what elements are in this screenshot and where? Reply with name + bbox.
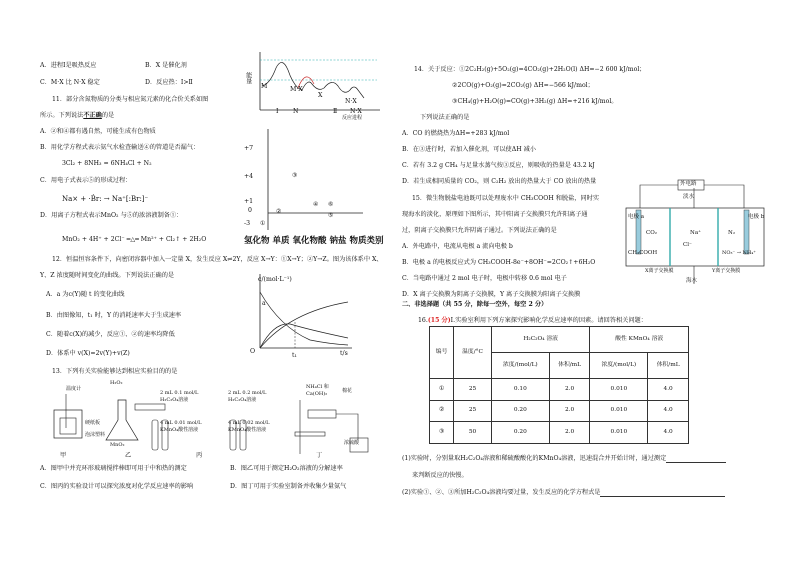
- q15-stem-2: 现海水的淡化，原理如下图所示，其中阳离子交换膜只允许阳离子通: [402, 211, 588, 218]
- table-row: [430, 379, 689, 401]
- cell: 0.010: [590, 422, 648, 444]
- q13-option-b: B．图乙可用于测定H₂O₂溶液的分解速率: [230, 465, 343, 472]
- bing-tube-2b: H₂C₂O₄溶液: [228, 397, 257, 403]
- cell-x-membrane: X离子交换膜: [645, 268, 674, 274]
- cell: 0.10: [491, 379, 549, 401]
- jia-thermometer: 温度计: [66, 386, 82, 392]
- q14-eq3: ③CH₄(g)+H₂O(g)=CO(g)+3H₂(g) ΔH=+216 kJ/mol。: [452, 98, 618, 105]
- q13-option-a: A．图甲中并充环形玻璃搅拌棒即可用于中和热的测定: [40, 465, 187, 472]
- table-row: [430, 400, 689, 422]
- cell-electrode-a: 电极 a: [628, 214, 645, 220]
- th-kmno4: 酸性 KMnO₄ 溶液: [590, 327, 689, 353]
- concentration-time-chart: [250, 272, 355, 357]
- bing-tube-3b: KMnO₄酸性溶液: [160, 427, 199, 433]
- th-number: 编号: [430, 327, 454, 379]
- fig-jia: 甲: [60, 452, 67, 459]
- conc-origin: O: [250, 348, 256, 355]
- q14-stem: 14．关于反应：①2C₂H₂(g)+5O₂(g)=4CO₂(g)+2H₂O(l) ΔH=−2 600 kJ/mol；: [414, 66, 646, 73]
- energy-profile-diagram: [252, 48, 382, 128]
- q14-eq2: ②2CO(g)+O₂(g)=2CO₂(g) ΔH=−566 kJ/mol；: [452, 82, 594, 89]
- npoint-6: ⑥: [328, 201, 334, 208]
- conc-curve-a: a: [262, 300, 266, 307]
- q12-option-a: A．a 为c(Y)随 t 的变化曲线: [46, 291, 125, 298]
- q10-option-a: A．进程Ⅰ是吸热反应: [40, 62, 97, 69]
- th-sub-vol-2: 体积/mL: [648, 353, 689, 379]
- q11-option-c: C．用电子式表示⑤的形成过程：: [40, 177, 132, 184]
- ding-reagent-2: Ca(OH)₂: [306, 391, 328, 397]
- q16-stem: 16.(15 分)Ⅰ.实验室利用下列方案探究影响化学反应速率的因素。请回答相关问题：: [418, 317, 647, 324]
- energy-label-m: M: [261, 83, 268, 90]
- experiment-table: [429, 326, 689, 444]
- fig-bing: 丙: [196, 452, 203, 459]
- q14-option-c: C．若有 3.2 g CH₄ 与足量水蒸气按③反应，则吸收的热量是 43.2 kJ: [402, 162, 595, 169]
- energy-x-ii: Ⅱ: [333, 108, 338, 115]
- th-h2c2o4: H₂C₂O₄ 溶液: [491, 327, 590, 353]
- jia-board: 硬纸板: [85, 420, 101, 426]
- cell: 25: [454, 379, 492, 401]
- ding-cotton: 棉花: [342, 388, 353, 394]
- q11-option-d-equation: MnO₂ + 4H⁺ + 2Cl⁻ ═△═ Mn²⁺ + Cl₂↑ + 2H₂O: [62, 236, 207, 243]
- section-2-header: 二、非选择题（共 55 分，除每一空外，每空 2 分）: [402, 301, 548, 308]
- q14-option-a: A．CO 的燃烧热为ΔH=+283 kJ/mol: [402, 130, 510, 137]
- cell-y-membrane: Y离子交换膜: [712, 268, 741, 274]
- q11-option-c-equation: Na× + ·Ḃr: → Na⁺[:Br:]⁻: [62, 195, 149, 203]
- bing-tube-3: 4 mL 0.01 mol/L: [160, 420, 202, 426]
- cell: 0.20: [491, 400, 549, 422]
- q11-option-b: B．用化学方程式表示氨气水检查输送④的管道是否漏气：: [40, 144, 200, 151]
- q11-stem-2: 所示。下列说法不正确的是: [40, 112, 115, 119]
- npoint-4: ④: [313, 201, 319, 208]
- nitrogen-valence-chart: [258, 125, 368, 235]
- cell: 4.0: [648, 379, 689, 401]
- bing-tube-4b: KMnO₄酸性溶液: [228, 427, 267, 433]
- q13-option-d: D．图丁可用于实验室制备并收集少量氨气: [230, 483, 347, 490]
- cell: 4.0: [648, 400, 689, 422]
- ntick-m3: -3: [244, 220, 251, 227]
- cell: 4.0: [648, 422, 689, 444]
- q12-option-d: D．体系中 v(X)=2v(Y)+v(Z): [46, 350, 130, 357]
- energy-label-nx2: N·X: [350, 108, 362, 115]
- q16-blank-2[interactable]: [600, 496, 725, 497]
- cell: 0.010: [590, 379, 648, 401]
- cell: 25: [454, 400, 492, 422]
- ntick-1: +1: [244, 198, 254, 205]
- cell-acetic-acid: CH₃COOH: [628, 250, 658, 256]
- th-sub-conc-2: 浓度/(mol/L): [590, 353, 648, 379]
- bing-tube-4: 4 mL 0.02 mol/L: [228, 420, 270, 426]
- q12-option-b: B．由图像知，t₁ 时，Y 的消耗速率大于生成速率: [46, 312, 182, 319]
- npoint-1: ①: [260, 220, 266, 227]
- q16-part1b: 来判断反应的快慢。: [412, 472, 468, 479]
- energy-ylabel: 能量: [244, 72, 252, 85]
- q16-part1a: (1)实验时，分别量取H₂C₂O₄溶液和稀硫酸酸化的KMnO₄溶液，迅速混合并开始计时，通过测定: [402, 455, 726, 463]
- bing-tube-1b: H₂C₂O₄溶液: [160, 397, 189, 403]
- ntick-0: 0: [248, 207, 252, 214]
- cell-co2: CO₂: [646, 230, 657, 236]
- q10-option-b: B．X 是催化剂: [145, 62, 187, 69]
- bing-tube-2: 2 mL 0.2 mol/L: [228, 390, 267, 396]
- energy-xlabel: 反应进程: [342, 115, 363, 121]
- jia-foam: 泡沫塑料: [85, 432, 106, 438]
- cell-seawater: 海水: [686, 278, 698, 284]
- cell-na-ion: Na⁺: [690, 230, 701, 236]
- q11-option-b-equation: 3Cl₂ + 8NH₃ = 6NH₄Cl + N₂: [62, 160, 152, 167]
- th-sub-vol-1: 体积/mL: [549, 353, 590, 379]
- cell-fresh-water: 淡水: [683, 194, 695, 200]
- cell: ②: [430, 400, 454, 422]
- cell-n2: N₂: [728, 230, 736, 236]
- q15-stem-1: 15．微生物脱盐电池既可以处理废水中 CH₃COOH 和脱盐，同时实: [412, 195, 600, 202]
- cell-external-circuit: 外电路: [680, 181, 697, 187]
- energy-label-x: X: [318, 92, 323, 99]
- q15-option-c: C．当电路中通过 2 mol 电子时，电极中转移 0.6 mol 电子: [402, 275, 567, 282]
- q10-option-d: D．反应热：Ⅰ>Ⅱ: [145, 79, 193, 86]
- cell-electrode-b: 电极 b: [748, 214, 765, 220]
- q11-option-d: D．用离子方程式表示MnO₂ 与⑤的浓溶液制备①：: [40, 212, 183, 219]
- conc-xlabel: t/s: [340, 350, 348, 357]
- fig-ding: 丁: [316, 452, 323, 459]
- q15-option-d: D．X 离子交换膜为阴离子交换膜，Y 离子交换膜为阳离子交换膜: [402, 291, 581, 298]
- yi-mno2: MnO₂: [110, 442, 125, 448]
- q15-option-b: B．电极 a 的电极反应式为 CH₃COOH-8e⁻+8OH⁻=2CO₂↑+6H₂O: [402, 259, 596, 266]
- cell-cl-ion: Cl⁻: [683, 242, 692, 248]
- q15-stem-3: 过，阴离子交换膜只允许阴离子通过。下列说法正确的是: [402, 227, 557, 234]
- energy-x-i: Ⅰ: [276, 108, 279, 115]
- q14-option-b: B．在③进行时，若加入催化剂，可以使ΔH 减小: [402, 146, 536, 153]
- ding-acid: 浓硫酸: [344, 440, 360, 446]
- q13-option-c: C．图丙的实验设计可以探究浓度对化学反应速率的影响: [40, 483, 194, 490]
- cell: 50: [454, 422, 492, 444]
- ding-reagent: NH₄Cl 和: [306, 384, 329, 390]
- q14-option-d: D．若生成相同质量的 CO₂，则 C₂H₂ 放出的热量大于 CO 放出的热量: [402, 178, 597, 185]
- th-temp: 温度/°C: [454, 327, 492, 379]
- yi-h2o2: H₂O₂: [110, 380, 123, 386]
- cell: ③: [430, 422, 454, 444]
- cell: ①: [430, 379, 454, 401]
- q13-stem: 13．下列有关实验能够达到相应实验目的的是: [52, 368, 178, 375]
- ntick-7: +7: [244, 145, 254, 152]
- fig-yi: 乙: [125, 452, 132, 459]
- bing-tube-1: 2 mL 0.1 mol/L: [160, 390, 199, 396]
- q12-stem-1: 12．恒温恒容条件下，向密闭容器中加入一定量 X，发生反应 X⇌2Y，反应 X→Y：①X→Y；②Y→Z。图为该体系中 X、: [52, 256, 383, 263]
- npoint-3: ③: [292, 172, 298, 179]
- cell: 0.010: [590, 400, 648, 422]
- energy-label-mx: M·X: [290, 86, 303, 93]
- q11-option-a: A．②和④都有遇自然，可能生成有色物质: [40, 128, 156, 135]
- q12-option-c: C．随着c(X)的减少，反应①、②的速率均降低: [46, 331, 175, 338]
- cell: 2.0: [549, 400, 590, 422]
- cell: 2.0: [549, 379, 590, 401]
- energy-label-nx: N·X: [345, 98, 357, 105]
- q11-stem-1: 11．部分含氮物质的分类与相应氮元素的化合价关系如图: [52, 96, 209, 103]
- q12-stem-2: Y、Z 浓度随时间变化的曲线。下列说法正确的是: [40, 272, 175, 279]
- ntick-4: +4: [244, 173, 254, 180]
- cell-nitrate: NO₃⁻ → NH₄⁺: [722, 250, 756, 256]
- npoint-5: ⑤: [328, 212, 334, 219]
- npoint-2: ②: [276, 208, 282, 215]
- q16-blank-1[interactable]: [666, 462, 726, 463]
- th-sub-conc-1: 浓度/(mol/L): [491, 353, 549, 379]
- energy-x-n: N: [293, 108, 299, 115]
- table-row: [430, 422, 689, 444]
- nitrogen-categories: 氢化物 单质 氧化物酸 钠盐 物质类别: [244, 236, 384, 246]
- q14-ask: 下列说法正确的是: [420, 114, 470, 121]
- conc-ylabel: c/(mol·L⁻¹): [258, 276, 292, 283]
- cell: 0.20: [491, 422, 549, 444]
- conc-t1: t₁: [292, 352, 297, 359]
- cell: 2.0: [549, 422, 590, 444]
- q15-option-a: A．外电路中，电流从电极 a 流向电极 b: [402, 243, 513, 250]
- q10-option-c: C．M·X 比 N·X 稳定: [40, 79, 100, 86]
- q16-part2: (2)实验①、②、③所加H₂C₂O₄溶液均要过量，发生反应的化学方程式是: [402, 489, 725, 497]
